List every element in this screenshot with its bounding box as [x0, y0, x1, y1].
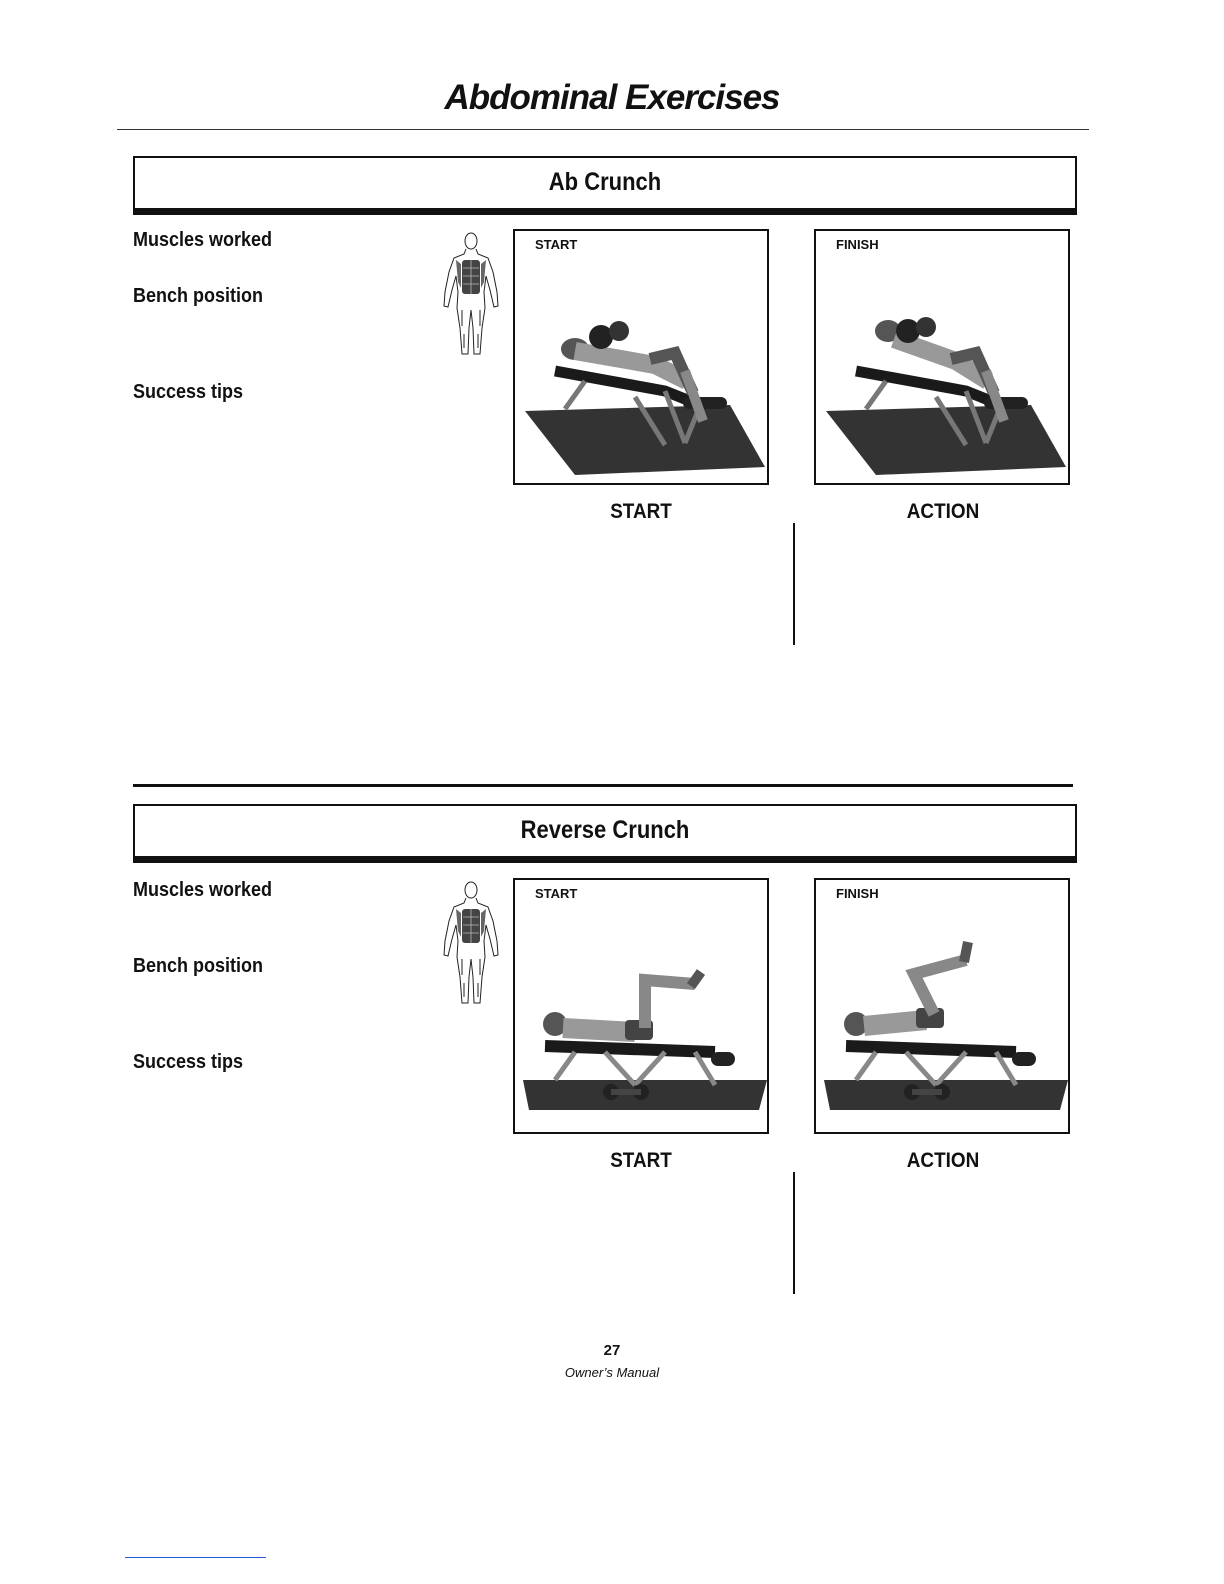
section-divider	[133, 784, 1073, 787]
muscles-worked-label: Muscles worked	[133, 229, 273, 251]
exercise-title: Reverse Crunch	[520, 816, 690, 844]
photo-start	[513, 878, 769, 1134]
page-title: Abdominal Exercises	[444, 78, 780, 117]
success-tips-label: Success tips	[133, 1051, 244, 1073]
caption-start: START	[610, 1149, 672, 1172]
caption-action: ACTION	[906, 500, 980, 523]
footer-text: Owner’s Manual	[564, 1365, 660, 1380]
footnote-rule	[125, 1557, 266, 1558]
caption-action: ACTION	[906, 1149, 980, 1172]
photo-start	[513, 229, 769, 485]
flat-bench-reverse-crunch-start-illustration	[515, 880, 769, 1134]
page-number: 27	[603, 1342, 621, 1359]
exercise-header-ab-crunch	[133, 156, 1077, 215]
photo-tag-finish: FINISH	[836, 237, 879, 252]
photo-tag-start: START	[535, 237, 578, 252]
exercise-title: Ab Crunch	[548, 168, 662, 196]
photo-finish	[814, 878, 1070, 1134]
photo-tag-start: START	[535, 886, 578, 901]
muscle-map-icon	[440, 230, 502, 358]
title-rule	[117, 129, 1089, 130]
success-tips-label: Success tips	[133, 381, 244, 403]
exercise-header-reverse-crunch	[133, 804, 1077, 863]
incline-bench-crunch-start-illustration	[515, 231, 769, 485]
bench-position-label: Bench position	[133, 285, 264, 307]
bench-position-label: Bench position	[133, 955, 264, 977]
muscle-map-icon	[440, 879, 502, 1007]
muscles-worked-label: Muscles worked	[133, 879, 273, 901]
caption-start: START	[610, 500, 672, 523]
incline-bench-crunch-finish-illustration	[816, 231, 1070, 485]
flat-bench-reverse-crunch-finish-illustration	[816, 880, 1070, 1134]
column-divider	[793, 523, 795, 645]
photo-tag-finish: FINISH	[836, 886, 879, 901]
photo-finish	[814, 229, 1070, 485]
column-divider	[793, 1172, 795, 1294]
